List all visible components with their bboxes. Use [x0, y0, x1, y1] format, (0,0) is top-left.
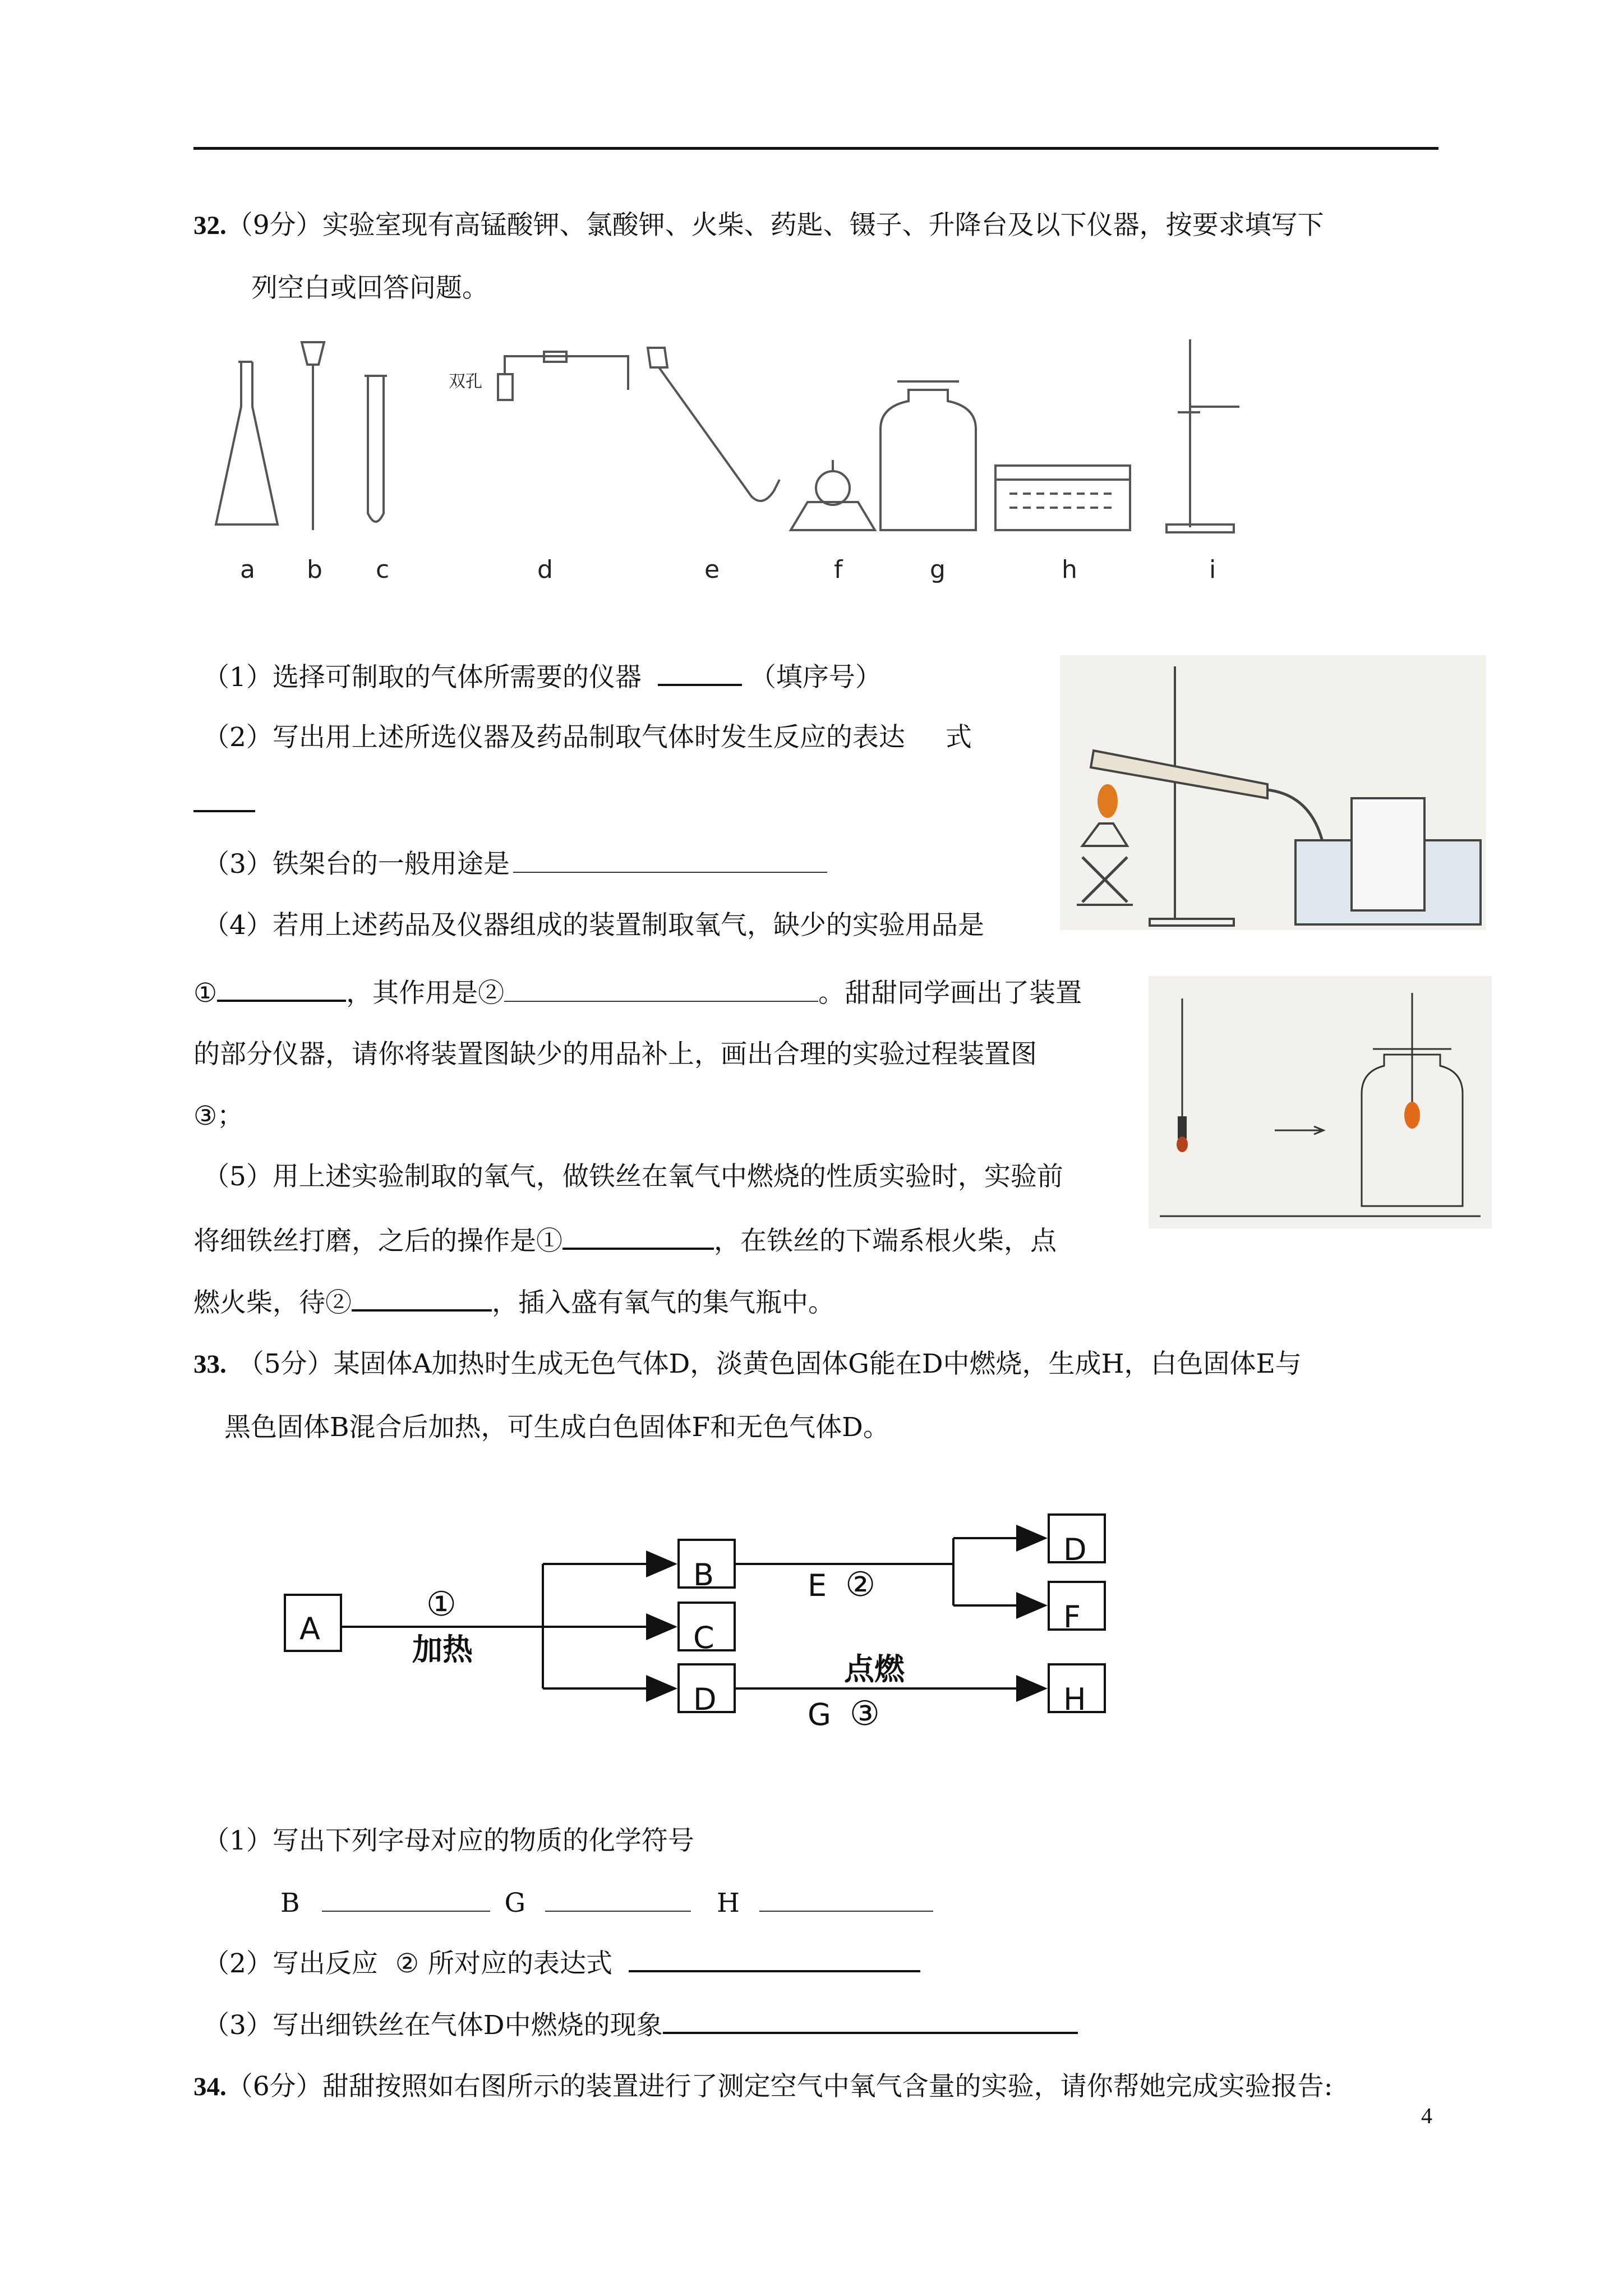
- label-h: h: [1062, 555, 1077, 584]
- q33-sub1: （1）写出下列字母对应的物质的化学符号: [203, 1825, 694, 1856]
- instruments-figure: [202, 334, 1301, 553]
- q32-part5-line3: 燃火柴，待② ，插入盛有氧气的集气瓶中。: [193, 1285, 834, 1320]
- q32-part5: （5）用上述实验制取的氧气，做铁丝在氧气中燃烧的性质实验时，实验前: [203, 1161, 1063, 1192]
- answer-blank-phenomenon[interactable]: [663, 2007, 1078, 2034]
- label-b: b: [307, 555, 322, 584]
- q32-part4-line4: ③；: [193, 1101, 244, 1131]
- q32-part1: （1）选择可制取的气体所需要的仪器 （填序号）: [203, 659, 882, 694]
- answer-blank-6[interactable]: [562, 1223, 714, 1250]
- q32-part4-line3: 的部分仪器，请你将装置图缺少的用品补上，画出合理的实验过程装置图: [193, 1039, 1037, 1070]
- q33-sub1-answers: B G H: [280, 1886, 933, 1920]
- q32-part5-line2: 将细铁丝打磨，之后的操作是① ，在铁丝的下端系根火柴，点: [193, 1223, 1057, 1258]
- q32-heading-line2: 列空白或回答问题。: [251, 273, 488, 303]
- label-f: f: [834, 555, 843, 584]
- gas-bottle: [880, 381, 976, 530]
- label-i: i: [1209, 555, 1216, 584]
- label-e: e: [704, 555, 720, 584]
- flow-reaction3-condition: 点燃: [844, 1651, 905, 1687]
- header-rule: [193, 147, 1438, 150]
- answer-blank-H[interactable]: [759, 1886, 933, 1912]
- single-stopper: [648, 348, 667, 367]
- alcohol-lamp: [791, 502, 875, 530]
- flow-reaction2-label: E ②: [808, 1565, 876, 1604]
- q33-heading-line2: 黑色固体B混合后加热，可生成白色固体F和无色气体D。: [224, 1412, 889, 1443]
- q32-number: 32.: [193, 211, 227, 240]
- answer-blank-5[interactable]: [504, 976, 818, 1002]
- label-a: a: [240, 555, 255, 584]
- flow-reaction3-label: G ③: [808, 1694, 880, 1733]
- answer-blank-3[interactable]: [513, 847, 827, 873]
- answer-blank-2[interactable]: [193, 785, 255, 812]
- q33-sub2: （2）写出反应 ② 所对应的表达式: [203, 1945, 920, 1981]
- funnel: [302, 342, 324, 365]
- q32-part2: （2）写出用上述所选仪器及药品制取气体时发生反应的表达 式: [203, 722, 972, 753]
- answer-blank-reaction2[interactable]: [629, 1945, 920, 1972]
- page-number: 4: [1421, 2103, 1432, 2128]
- answer-blank-1[interactable]: [658, 659, 742, 686]
- q32-part4: （4）若用上述药品及仪器组成的装置制取氧气，缺少的实验用品是: [203, 910, 984, 941]
- answer-blank-G[interactable]: [545, 1886, 691, 1912]
- apparatus-figure-1: [1060, 655, 1486, 930]
- label-c: c: [376, 555, 390, 584]
- double-hole-stopper: [498, 374, 513, 400]
- q32-part3: （3）铁架台的一般用途是: [203, 847, 827, 881]
- flow-label-F: F: [1063, 1599, 1081, 1635]
- answer-blank-7[interactable]: [352, 1285, 492, 1312]
- delivery-tube: [659, 367, 780, 501]
- flow-label-H: H: [1063, 1682, 1086, 1717]
- double-hole-tag: 双孔: [449, 372, 482, 392]
- test-tube: [368, 376, 384, 522]
- flow-label-A: A: [299, 1611, 320, 1646]
- q32-heading: 32.（9分）实验室现有高锰酸钾、氯酸钾、火柴、药匙、镊子、升降台及以下仪器，按要求填写下: [193, 210, 1324, 241]
- water-trough: [995, 466, 1130, 530]
- flow-label-B: B: [693, 1557, 714, 1593]
- answer-blank-B[interactable]: [322, 1886, 490, 1912]
- flow-reaction1-num: ①: [426, 1585, 457, 1624]
- conical-flask: [216, 362, 278, 524]
- label-d: d: [537, 555, 553, 584]
- flow-reaction1-condition: 加热: [412, 1631, 473, 1667]
- flow-label-D1: D: [693, 1682, 717, 1717]
- apparatus-figure-2: [1149, 976, 1492, 1228]
- flow-label-C: C: [693, 1620, 714, 1655]
- label-g: g: [930, 555, 946, 584]
- flow-label-D2: D: [1063, 1532, 1087, 1567]
- q33-sub3: （3）写出细铁丝在气体D中燃烧的现象: [203, 2007, 1078, 2042]
- q32-part2-blank-line: [193, 785, 255, 821]
- q32-part4-line2: ① ，其作用是② 。甜甜同学画出了装置: [193, 975, 1082, 1010]
- q34-heading: 34.（6分）甜甜按照如右图所示的装置进行了测定空气中氧气含量的实验，请你帮她完成实验报告:: [193, 2071, 1333, 2102]
- answer-blank-4[interactable]: [217, 975, 346, 1002]
- q33-heading: 33. （5分）某固体A加热时生成无色气体D，淡黄色固体G能在D中燃烧，生成H，白色固体E与: [193, 1349, 1302, 1379]
